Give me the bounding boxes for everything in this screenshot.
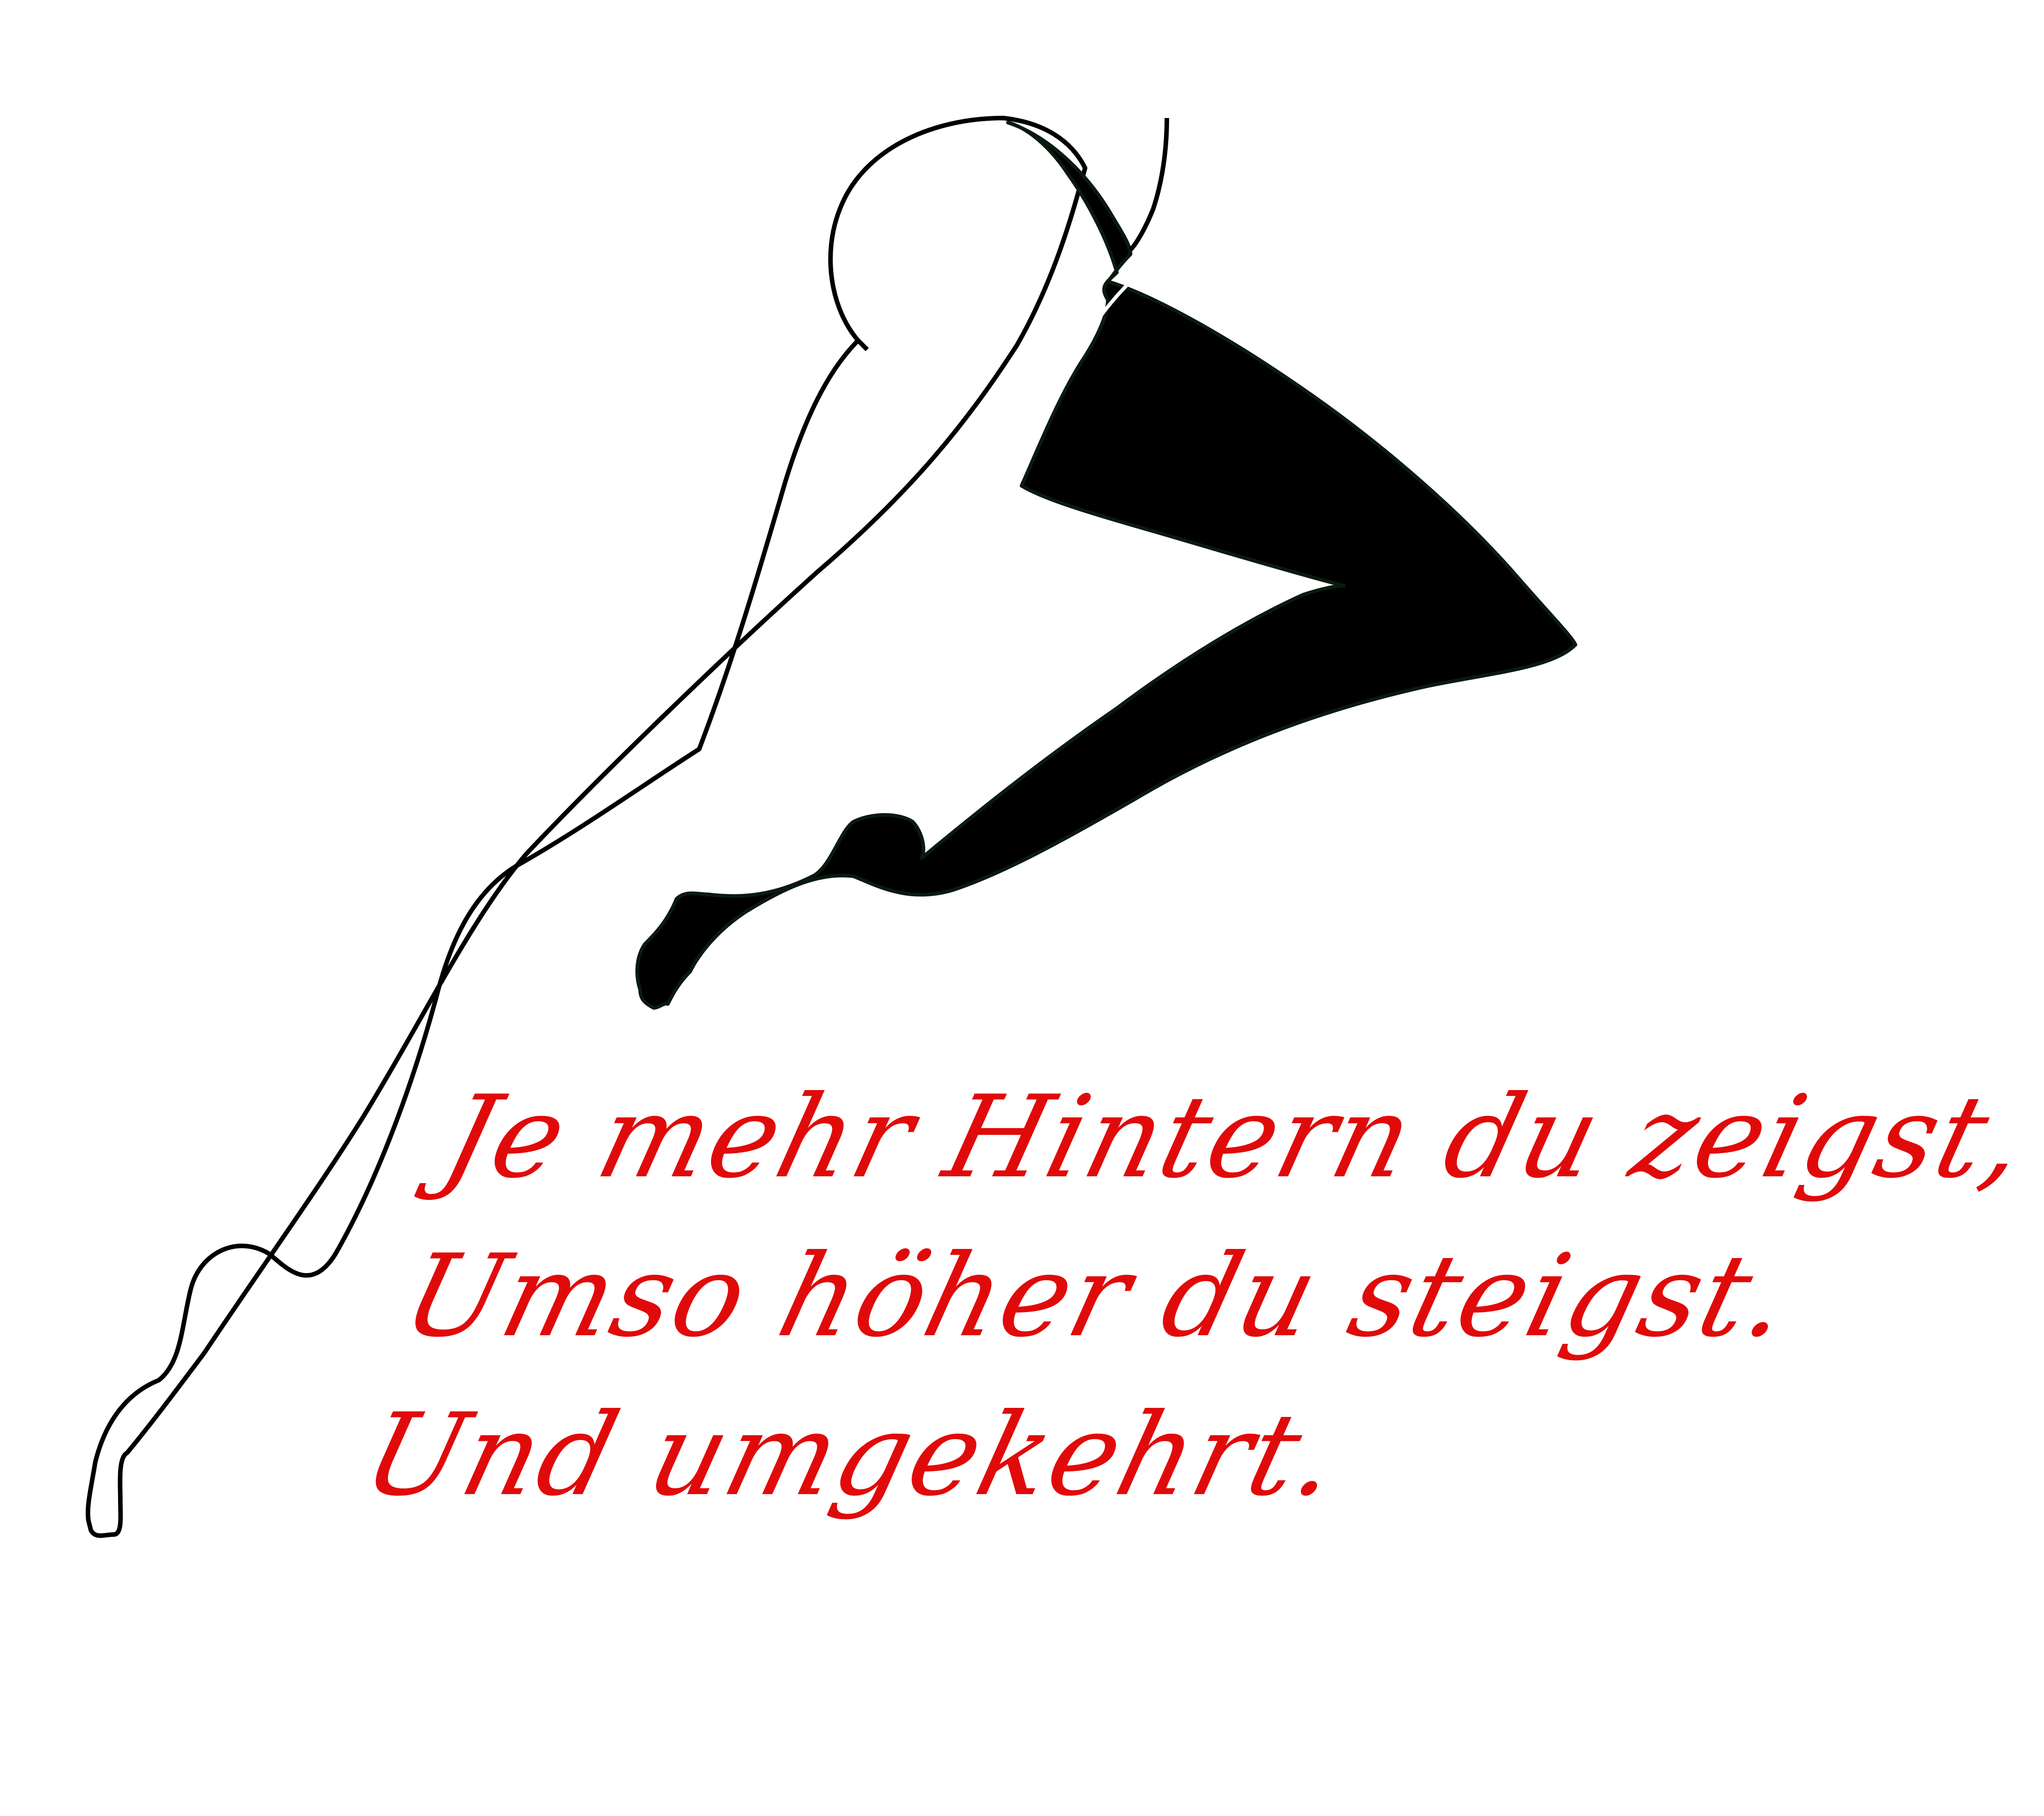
handwritten-quote: [349, 1058, 2041, 1535]
quote-line-1: Je mehr Hintern du zeigst,: [431, 1071, 2041, 1203]
quote-line-3: Und umgekehrt.: [352, 1389, 1354, 1521]
hip-line: [1131, 118, 1167, 250]
quote-line-2: Umso höher du steigst.: [391, 1230, 1805, 1362]
